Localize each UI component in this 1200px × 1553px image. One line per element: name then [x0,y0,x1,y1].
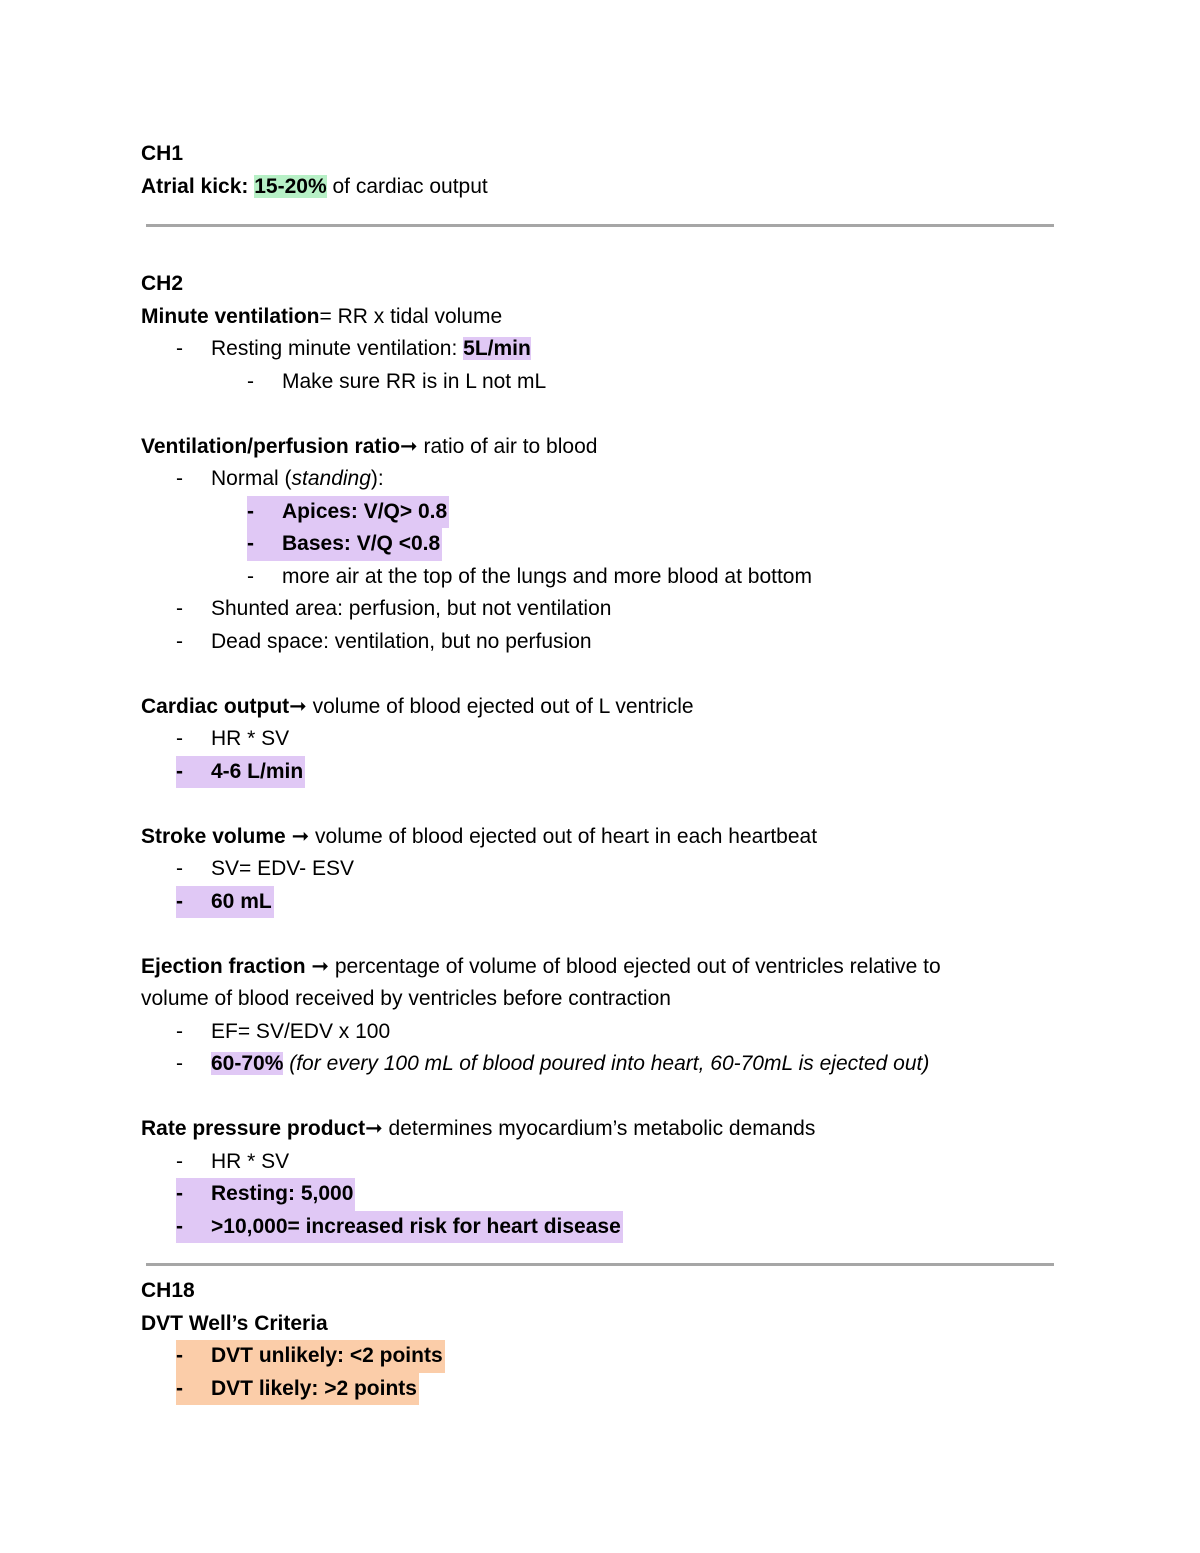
ejection-fraction-desc-1: percentage of volume of blood ejected out of ventricles relative to [334,954,941,978]
list-item [141,528,1061,561]
vq-normal: Normal (standing): [211,467,384,490]
atrial-kick-label: Atrial kick: [141,174,249,198]
list-item [141,756,1061,789]
stroke-volume-label: Stroke volume [141,824,286,848]
rate-pressure-product-line [141,1113,1061,1146]
list-item [141,1178,1061,1211]
ch18-heading: CH18 [141,1279,195,1302]
list-item [141,723,1061,756]
bullet-dash: - [176,1019,183,1043]
list-item [141,1373,1061,1406]
bullet-dash: - [247,564,254,588]
vq-ratio-line [141,431,1061,464]
vq-more: more air at the top of the lungs and more blood at bottom [282,564,812,588]
list-item [141,366,1061,399]
ejection-fraction-line [141,951,1061,984]
list-item [141,626,1061,659]
stroke-volume-desc: volume of blood ejected out of heart in each heartbeat [315,824,818,848]
ef-formula: EF= SV/EDV x 100 [211,1019,391,1043]
list-item [141,561,1061,594]
vq-ratio-label: Ventilation/perfusion ratio [141,434,401,458]
cardiac-output-desc: volume of blood ejected out of L ventricle [312,694,694,718]
list-item [141,593,1061,626]
stroke-volume-line [141,821,1061,854]
atrial-kick-line [141,171,1061,204]
shunted-area: Shunted area: perfusion, but not ventilation [211,597,612,620]
ejection-fraction-desc-2: volume of blood received by ventricles before contraction [141,987,671,1010]
document-body [141,138,1061,1405]
dvt-likely: - DVT likely: >2 points [176,1373,419,1406]
bullet-dash: - [176,1149,183,1173]
minute-ventilation-formula: = RR x tidal volume [319,304,503,328]
bullet-dash: - [176,857,183,880]
arrow-icon: ➞ [311,954,329,978]
dead-space: Dead space: ventilation, but no perfusion [211,629,592,653]
ef-note: (for every 100 mL of blood poured into heart, 60-70mL is ejected out) [289,1052,930,1075]
bullet-dash: - [176,629,183,653]
list-item [141,1016,1061,1049]
sv-formula: SV= EDV- ESV [211,857,354,880]
ch2-heading: CH2 [141,272,184,295]
arrow-icon: ➞ [289,694,307,718]
list-item [141,1211,1061,1244]
list-item [141,463,1061,496]
rpp-label: Rate pressure product [141,1117,366,1140]
vq-bases: - Bases: V/Q <0.8 [247,528,442,561]
list-item [141,1048,1061,1081]
rpp-desc: determines myocardium’s metabolic demands [388,1117,816,1140]
resting-mv-value: 5L/min [463,337,531,360]
bullet-dash: - [176,597,183,620]
rpp-formula: HR * SV [211,1149,290,1173]
rpp-resting: - Resting: 5,000 [176,1178,355,1211]
rpp-risk: - >10,000= increased risk for heart disease [176,1211,623,1244]
dvt-unlikely: - DVT unlikely: <2 points [176,1340,445,1373]
minute-ventilation-label: Minute ventilation [141,304,320,328]
vq-ratio-desc: ratio of air to blood [423,434,598,458]
list-item [141,853,1061,886]
ef-value: 60-70% [211,1052,284,1075]
resting-mv-label: Resting minute ventilation: [211,337,458,360]
list-item [141,496,1061,529]
sv-value: - 60 mL [176,886,274,919]
cardiac-output-label: Cardiac output [141,694,290,718]
ejection-fraction-label: Ejection fraction [141,954,306,978]
vq-apices: - Apices: V/Q> 0.8 [247,496,449,529]
cardiac-output-line [141,691,1061,724]
co-formula: HR * SV [211,727,290,750]
list-item [141,886,1061,919]
arrow-icon: ➞ [400,434,418,458]
arrow-icon: ➞ [291,824,310,848]
atrial-kick-value: 15-20% [254,174,327,198]
bullet-dash: - [176,337,183,360]
bullet-dash: - [176,467,183,490]
bullet-dash: - [176,1052,183,1075]
arrow-icon: ➞ [365,1117,383,1140]
list-item [141,1340,1061,1373]
list-item [141,1146,1061,1179]
co-value: - 4-6 L/min [176,756,305,789]
ch1-heading: CH1 [141,142,184,165]
dvt-title: DVT Well’s Criteria [141,1311,328,1335]
minute-ventilation-line [141,301,1061,334]
mv-note: Make sure RR is in L not mL [282,369,547,393]
list-item [141,333,1061,366]
bullet-dash: - [176,727,183,750]
bullet-dash: - [247,369,254,393]
atrial-kick-desc: of cardiac output [332,174,488,198]
